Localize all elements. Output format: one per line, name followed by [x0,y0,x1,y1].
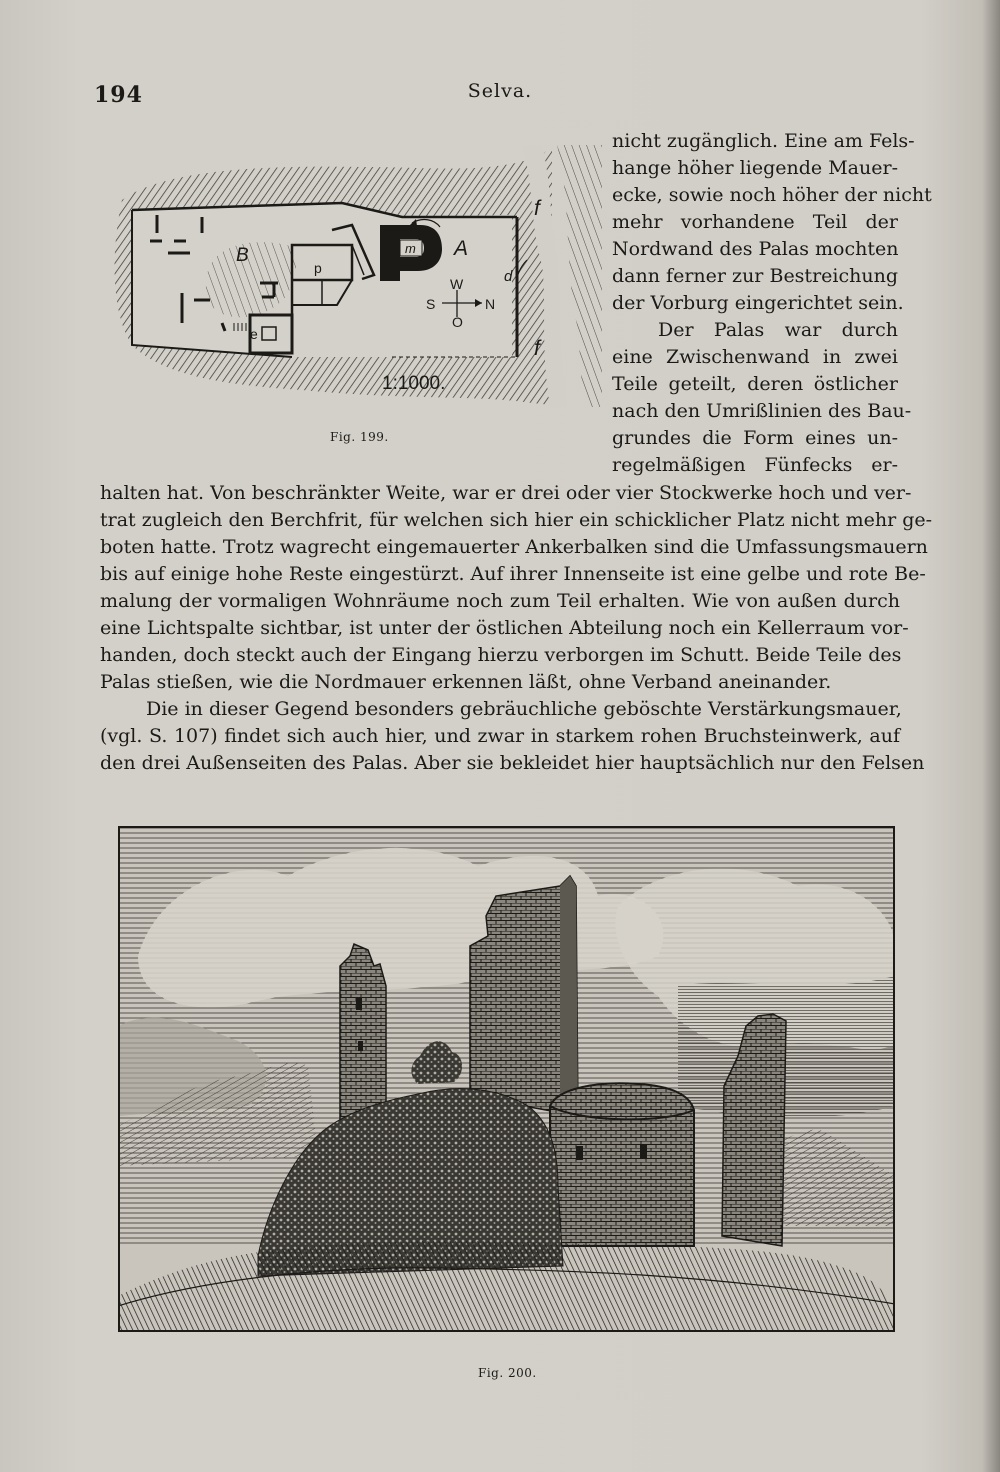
text-line: (vgl. S. 107) findet sich auch hier, und zwar in starkem rohen Bruchsteinwerk, auf [100,725,900,747]
text-line: den drei Außenseiten des Palas. Aber sie bekleidet hier hauptsächlich nur den Felsen [100,752,925,774]
text-line: bis auf einige hohe Reste eingestürzt. Auf ihrer Innenseite ist eine gelbe und rote Be- [100,563,926,585]
text-line: eine Lichtspalte sichtbar, ist unter der östlichen Abteilung noch ein Kellerraum vor- [100,617,909,639]
plan-label-f-bottom: f [534,337,540,360]
plan-label-e: e [250,326,258,342]
body-text [100,480,933,777]
figure-199-caption: Fig. 199. [330,430,389,444]
text-line: halten hat. Von beschränkter Weite, war er drei oder vier Stockwerke hoch und ver- [100,482,912,504]
text-line: boten hatte. Trotz wagrecht eingemauerter Ankerbalken sind die Umfassungsmauern [100,536,928,558]
plan-scale: 1:1000. [382,373,446,394]
text-line: hange höher liegende Mauer- [612,157,898,179]
column-text [612,128,932,479]
text-line: Palas stießen, wie die Nordmauer erkennen läßt, ohne Verband aneinander. [100,671,832,693]
compass-o: O [452,314,463,330]
compass-w: W [450,276,464,292]
text-line: der Vorburg eingerichtet sein. [612,292,904,314]
running-title: Selva. [467,80,533,102]
text-line: Der Palas war durch [658,319,898,341]
text-line: mehr vorhandene Teil der [612,211,898,233]
text-line: nicht zugänglich. Eine am Fels- [612,130,915,152]
text-line: handen, doch steckt auch der Eingang hierzu verborgen im Schutt. Beide Teile des [100,644,902,666]
text-line: grundes die Form eines un- [612,427,898,449]
compass-n: N [485,296,496,312]
text-line: trat zugleich den Berchfrit, für welchen sich hier ein schicklicher Platz nicht mehr ge- [100,509,933,531]
page-gutter-shadow [982,0,1000,1472]
castle-ruin-engraving [118,826,895,1332]
text-line: regelmäßigen Fünfecks er- [612,454,898,476]
text-line: Teile geteilt, deren östlicher [612,373,898,395]
text-line: nach den Umrißlinien des Bau- [612,400,912,422]
text-line: eine Zwischenwand in zwei [612,346,898,368]
plan-label-f-top: f [534,197,540,220]
compass-s: S [426,296,436,312]
plan-label-B: B [236,245,249,266]
page-number: 194 [94,82,143,108]
figure-200-caption: Fig. 200. [478,1366,537,1380]
plan-label-m: m [405,241,416,256]
plan-label-c: c [414,220,421,235]
text-line: malung der vormaligen Wohnräume noch zum Teil erhalten. Wie von außen durch [100,590,900,612]
text-line: ecke, sowie noch höher der nicht [612,184,932,206]
text-line: Die in dieser Gegend besonders gebräuchliche geböschte Verstärkungsmauer, [146,698,902,720]
plan-label-p: p [314,260,322,276]
plan-label-A: A [454,237,469,260]
plan-label-d: d [504,268,513,285]
castle-ground-plan [102,145,602,415]
text-line: Nordwand des Palas mochten [612,238,899,260]
text-line: dann ferner zur Bestreichung [612,265,898,287]
